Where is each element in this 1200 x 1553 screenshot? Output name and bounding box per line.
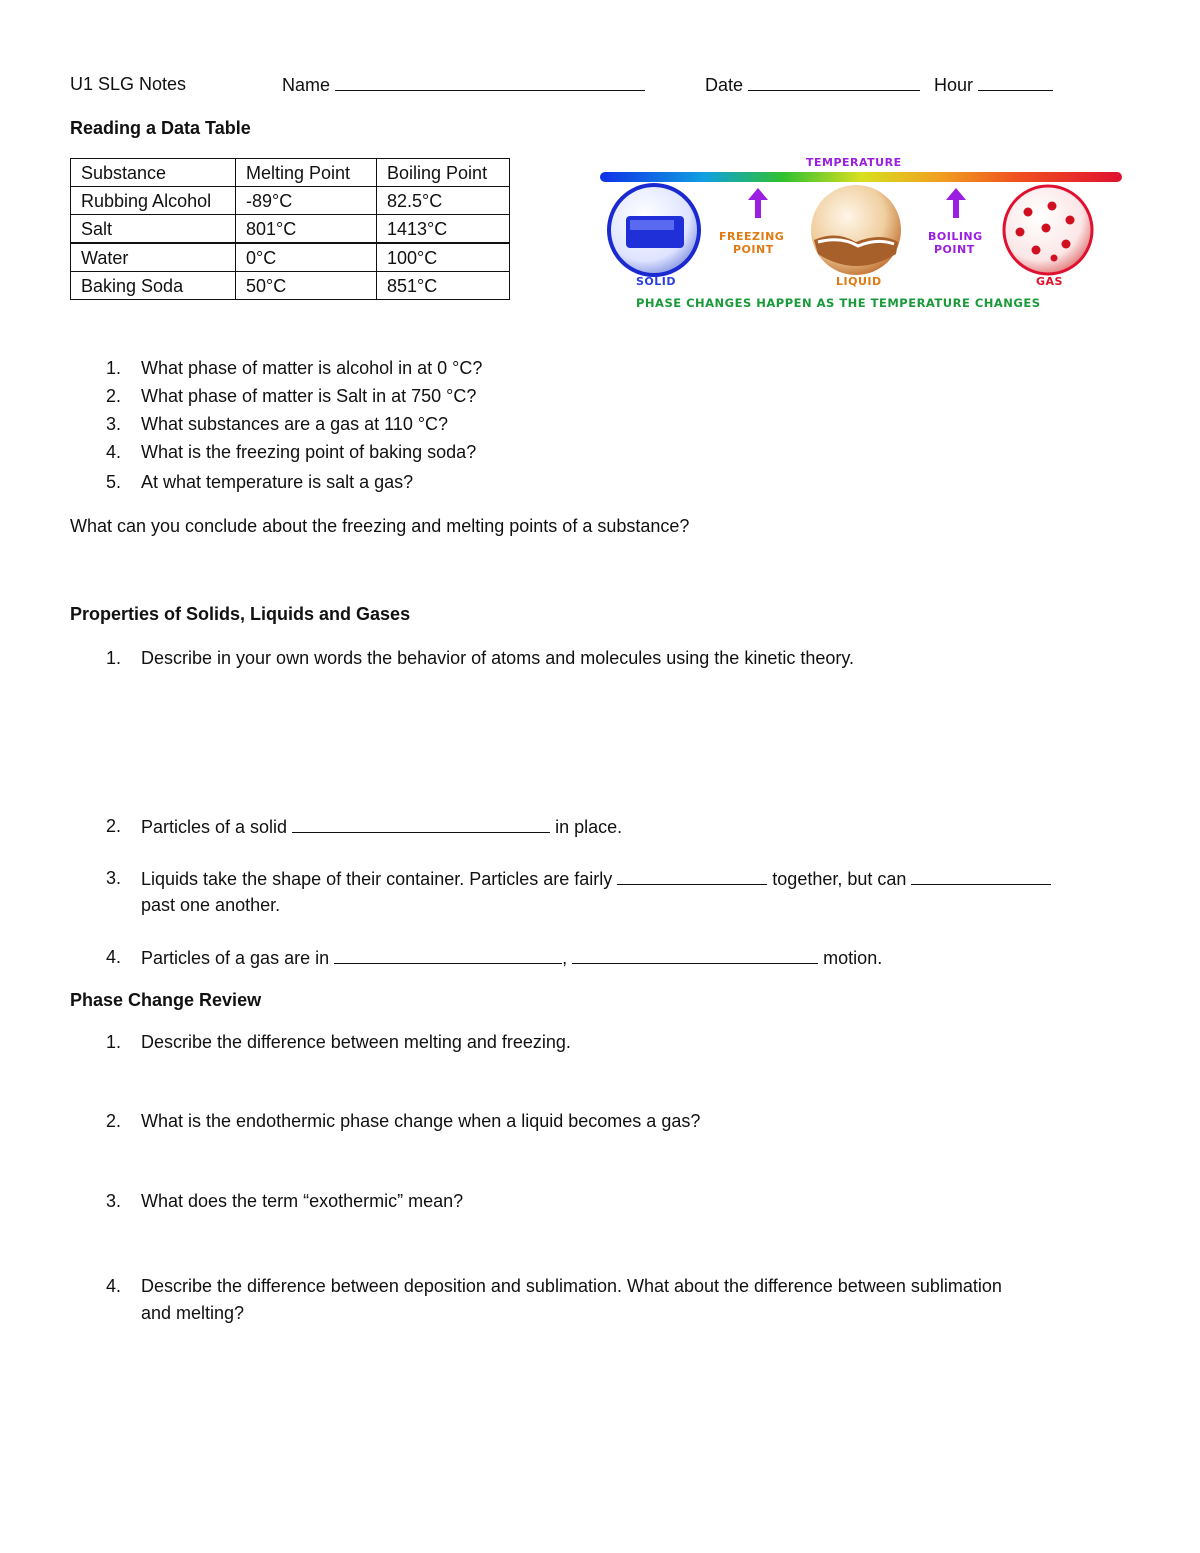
answer-blank[interactable] (292, 816, 550, 833)
hour-label: Hour (934, 75, 974, 95)
question-text: What is the freezing point of baking soda? (141, 442, 477, 462)
question-number: 4. (106, 1276, 122, 1296)
question-number: 4. (106, 442, 122, 462)
question-text: Particles of a solid (141, 817, 288, 837)
temperature-label: TEMPERATURE (806, 156, 902, 169)
table-cell: 100°C (377, 243, 510, 272)
question-text: Particles of a gas are in (141, 948, 330, 968)
table-cell: Salt (71, 215, 236, 244)
list-item (70, 386, 482, 414)
question-number: 3. (106, 414, 122, 434)
date-field[interactable] (705, 74, 920, 96)
phase-change-diagram (596, 150, 1126, 318)
gas-sphere (1004, 186, 1092, 274)
temperature-bar (600, 172, 1122, 182)
table-header-row (71, 159, 510, 187)
table-cell: 1413°C (377, 215, 510, 244)
table-header-cell: Substance (71, 159, 236, 187)
comma: , (562, 948, 568, 968)
table-cell: Water (71, 243, 236, 272)
list-item (70, 414, 482, 442)
table-row (71, 272, 510, 300)
table-cell: Rubbing Alcohol (71, 187, 236, 215)
question-text: What substances are a gas at 110 °C? (141, 414, 449, 434)
table-cell: -89°C (236, 187, 377, 215)
question-number: 2. (106, 386, 122, 406)
date-label: Date (705, 75, 744, 95)
question-number: 1. (106, 358, 122, 378)
answer-blank[interactable] (911, 868, 1051, 885)
phase-change-illustration (596, 150, 1126, 318)
conclusion-question: What can you conclude about the freezing and melting points of a substance? (70, 516, 690, 536)
answer-blank[interactable] (572, 947, 818, 964)
freezing-point-label-2: POINT (733, 243, 774, 256)
question-text: Liquids take the shape of their container. Particles are fairly (141, 869, 613, 889)
data-table-questions (70, 358, 482, 500)
table-cell: 801°C (236, 215, 377, 244)
question-text: What does the term “exothermic” mean? (141, 1191, 464, 1211)
question-number: 2. (106, 816, 122, 836)
table-row (71, 243, 510, 272)
question-text: together, but can (772, 869, 907, 889)
freezing-point-label-1: FREEZING (719, 230, 785, 243)
boiling-arrow-icon (946, 188, 966, 218)
fill-in-question (141, 816, 622, 838)
list-item (70, 358, 482, 386)
question-number: 1. (106, 1032, 122, 1052)
table-cell: 82.5°C (377, 187, 510, 215)
question-number: 3. (106, 1191, 122, 1211)
liquid-sphere (811, 185, 901, 275)
fill-in-question (141, 868, 1051, 890)
question-text: At what temperature is salt a gas? (141, 472, 414, 492)
name-field[interactable] (282, 74, 645, 96)
table-header-cell: Boiling Point (377, 159, 510, 187)
table-cell: 0°C (236, 243, 377, 272)
section-heading-data-table: Reading a Data Table (70, 118, 251, 138)
question-text: What phase of matter is Salt in at 750 °C? (141, 386, 477, 406)
question-text: past one another. (141, 895, 281, 915)
gas-label: GAS (1036, 275, 1063, 288)
name-label: Name (282, 75, 331, 95)
question-text: Describe the difference between melting and freezing. (141, 1032, 571, 1052)
question-text: Describe in your own words the behavior of atoms and molecules using the kinetic theory. (141, 648, 855, 668)
table-cell: Baking Soda (71, 272, 236, 300)
solid-label: SOLID (636, 275, 677, 288)
freezing-arrow-icon (748, 188, 768, 218)
diagram-caption: PHASE CHANGES HAPPEN AS THE TEMPERATURE CHANGES (636, 296, 1041, 310)
data-table (70, 158, 510, 300)
question-text: What phase of matter is alcohol in at 0 °C? (141, 358, 483, 378)
hour-field[interactable] (934, 74, 1053, 96)
worksheet-title: U1 SLG Notes (70, 74, 187, 94)
answer-blank[interactable] (617, 868, 767, 885)
question-text-continued: and melting? (141, 1303, 245, 1323)
fill-in-question (141, 947, 882, 969)
question-text: in place. (555, 817, 623, 837)
table-cell: 851°C (377, 272, 510, 300)
question-number: 4. (106, 947, 122, 967)
boiling-point-label-2: POINT (934, 243, 975, 256)
table-row (71, 187, 510, 215)
list-item (70, 472, 482, 500)
list-item (70, 442, 482, 472)
table-row (71, 215, 510, 244)
question-number: 2. (106, 1111, 122, 1131)
liquid-label: LIQUID (836, 275, 882, 288)
table-cell: 50°C (236, 272, 377, 300)
answer-blank[interactable] (334, 947, 562, 964)
date-blank[interactable] (748, 74, 920, 91)
solid-sphere (609, 185, 699, 275)
question-number: 5. (106, 472, 122, 492)
section-heading-properties: Properties of Solids, Liquids and Gases (70, 604, 411, 624)
name-blank[interactable] (335, 74, 645, 91)
question-number: 1. (106, 648, 122, 668)
question-text: What is the endothermic phase change when a liquid becomes a gas? (141, 1111, 701, 1131)
section-heading-phase-change-review: Phase Change Review (70, 990, 262, 1010)
question-text: Describe the difference between deposition and sublimation. What about the difference between sublimation (141, 1276, 1002, 1296)
boiling-point-label-1: BOILING (928, 230, 983, 243)
hour-blank[interactable] (978, 74, 1053, 91)
question-number: 3. (106, 868, 122, 888)
question-text: motion. (823, 948, 883, 968)
table-header-cell: Melting Point (236, 159, 377, 187)
